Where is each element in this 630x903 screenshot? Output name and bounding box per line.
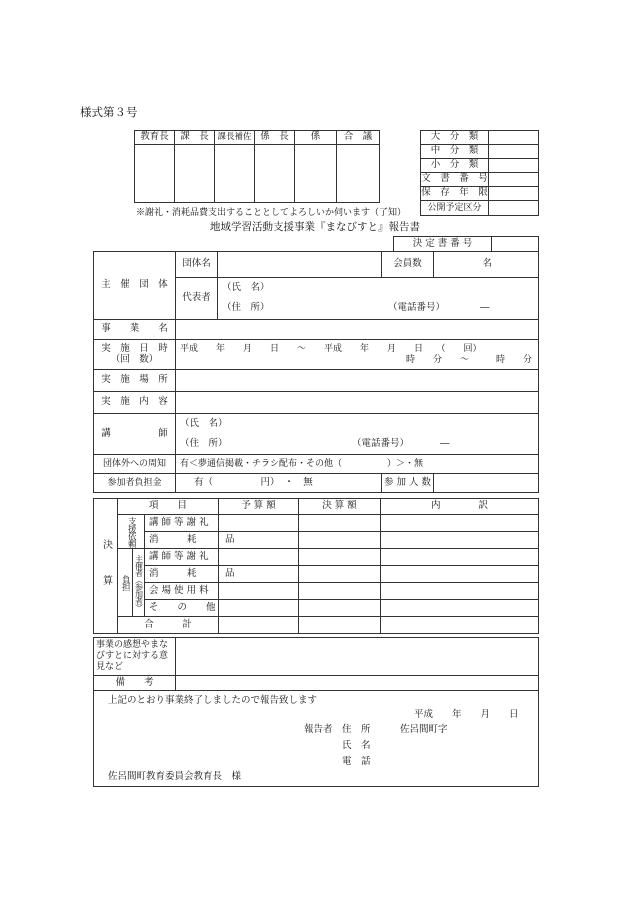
decision-number-label: 決 定 書 番 号 — [394, 237, 492, 252]
approval-header-3: 課長補佐 — [215, 131, 255, 145]
total-actual-cell[interactable] — [299, 617, 381, 634]
actual-cell[interactable] — [299, 566, 381, 583]
remarks-label: 備 考 — [94, 676, 176, 691]
bottom-table — [93, 637, 539, 787]
settlement-item: 講 師 等 謝 礼 — [145, 549, 219, 566]
group-name-label: 団体名 — [176, 252, 218, 278]
approval-header-1: 教育長 — [135, 131, 175, 145]
publicity-value[interactable]: 有＜夢通信掲載・チラシ配布・その他（ ）＞・無 — [176, 455, 539, 474]
class-label: 小 分 類 — [421, 159, 489, 173]
impressions-label: 事業の感想やまなびすとに対する意見など — [94, 638, 176, 676]
lecturer-phone-dash: ― — [440, 438, 450, 449]
col-item-header: 項 目 — [118, 499, 219, 515]
representative-phone-label: （電話番号） — [388, 301, 446, 313]
lecturer-phone-label: （電話番号） — [352, 438, 410, 449]
form-number: 様式第３号 — [80, 105, 138, 119]
budget-cell[interactable] — [219, 515, 299, 532]
budget-cell[interactable] — [219, 600, 299, 617]
class-label: 文 書 番 号 — [421, 173, 489, 187]
datetime-label-line2: （回 数） — [110, 353, 159, 365]
report-statement: 上記のとおり事業終了しましたので報告致します — [108, 695, 318, 706]
approval-stamp-box[interactable] — [215, 145, 255, 203]
group-organizer-participant-text: 主催者（参加者） — [134, 554, 144, 611]
approval-stamp-box[interactable] — [295, 145, 337, 203]
detail-cell[interactable] — [381, 600, 539, 617]
group-burden — [118, 549, 133, 617]
remarks-value[interactable] — [176, 676, 539, 691]
approval-table — [134, 130, 380, 203]
representative-address-field[interactable] — [218, 299, 539, 320]
actual-cell[interactable] — [299, 515, 381, 532]
group-name-value[interactable] — [218, 252, 382, 278]
lecturer-value[interactable] — [176, 414, 539, 455]
participant-fee-value[interactable]: 有（ 円） ・ 無 — [176, 474, 382, 493]
class-value[interactable] — [489, 131, 539, 145]
representative-phone-dash: ― — [480, 301, 490, 313]
member-count-label: 会員数 — [382, 252, 434, 278]
lecturer-address-label: （住 所） — [180, 437, 228, 449]
report-date[interactable]: 平成 年 月 日 — [414, 709, 519, 720]
publicity-label: 団体外への周知 — [94, 455, 176, 474]
approval-stamp-box[interactable] — [337, 145, 380, 203]
class-value[interactable] — [489, 145, 539, 159]
reporter-label: 報告者 — [304, 724, 333, 735]
representative-name-label: （氏 名） — [222, 281, 270, 293]
class-label: 中 分 類 — [421, 145, 489, 159]
budget-cell[interactable] — [219, 583, 299, 600]
approval-stamp-box[interactable] — [135, 145, 175, 203]
participant-count-label: 参 加 人 数 — [382, 474, 434, 493]
total-label: 合 計 — [118, 617, 219, 634]
actual-cell[interactable] — [299, 549, 381, 566]
reporter-phone-label: 電 話 — [342, 756, 371, 767]
approval-header-2: 課 長 — [175, 131, 215, 145]
class-label: 大 分 類 — [421, 131, 489, 145]
detail-cell[interactable] — [381, 532, 539, 549]
decision-number-table — [393, 236, 539, 252]
classification-table — [420, 130, 539, 216]
approval-header-4: 係 長 — [255, 131, 295, 145]
reporter-address-label: 住 所 — [342, 724, 371, 735]
detail-cell[interactable] — [381, 549, 539, 566]
content-label: 実 施 内 容 — [94, 392, 176, 414]
total-detail-cell[interactable] — [381, 617, 539, 634]
actual-cell[interactable] — [299, 600, 381, 617]
settlement-label-text: 決 算 — [100, 539, 112, 593]
approval-header-5: 係 — [295, 131, 337, 145]
group-organizer-participant — [133, 549, 145, 617]
class-value[interactable] — [489, 201, 539, 216]
total-budget-cell[interactable] — [219, 617, 299, 634]
col-budget-header: 予 算 額 — [219, 499, 299, 515]
lecturer-name-label: （氏 名） — [180, 417, 228, 429]
place-label: 実 施 場 所 — [94, 370, 176, 392]
addressee: 佐呂間町教育委員会教育長 様 — [108, 771, 242, 782]
group-support-request-text: 支援依頼 — [126, 516, 137, 547]
detail-cell[interactable] — [381, 583, 539, 600]
col-actual-header: 決 算 額 — [299, 499, 381, 515]
project-name-value[interactable] — [176, 320, 539, 340]
datetime-value[interactable] — [176, 340, 539, 370]
reporter-town[interactable]: 佐呂間町字 — [400, 724, 448, 735]
impressions-value[interactable] — [176, 638, 539, 676]
participant-fee-label: 参加者負担金 — [94, 474, 176, 493]
settlement-item: 消 耗 品 — [145, 566, 219, 583]
approval-note: ※謝礼・消耗品費支出することとしてよろしいか伺います（了知） — [136, 208, 407, 218]
organizer-label: 主 催 団 体 — [94, 252, 176, 320]
lecturer-label: 講 師 — [94, 414, 176, 455]
decision-number-value[interactable] — [492, 237, 539, 252]
datetime-label-line1: 実 施 日 時 — [101, 342, 168, 354]
settlement-table — [93, 498, 539, 634]
settlement-item: 会 場 使 用 料 — [145, 583, 219, 600]
class-label: 保 存 年 限 — [421, 187, 489, 201]
participant-count-value[interactable] — [434, 474, 539, 493]
group-support-request — [118, 515, 145, 549]
class-label: 公開予定区分 — [421, 201, 489, 216]
settlement-item: 消 耗 品 — [145, 532, 219, 549]
actual-cell[interactable] — [299, 532, 381, 549]
approval-header-6: 合 議 — [337, 131, 380, 145]
detail-cell[interactable] — [381, 515, 539, 532]
actual-cell[interactable] — [299, 583, 381, 600]
approval-stamp-box[interactable] — [175, 145, 215, 203]
budget-cell[interactable] — [219, 549, 299, 566]
class-value[interactable] — [489, 159, 539, 173]
approval-stamp-box[interactable] — [255, 145, 295, 203]
reporter-name-label: 氏 名 — [342, 740, 371, 751]
report-footer — [94, 691, 539, 787]
detail-cell[interactable] — [381, 566, 539, 583]
main-form-table — [93, 251, 539, 493]
col-detail-header: 内 訳 — [381, 499, 539, 515]
place-value[interactable] — [176, 370, 539, 392]
settlement-item: そ の 他 — [145, 600, 219, 617]
representative-name-field[interactable] — [218, 278, 539, 299]
group-burden-text: 負担 — [120, 575, 131, 590]
date-line: 平成 年 月 日 ～ 平成 年 月 日 （ 回） — [180, 344, 482, 355]
settlement-label — [94, 499, 118, 634]
document-title: 地域学習活動支援事業『まなびすと』報告書 — [210, 221, 420, 233]
settlement-item: 講 師 等 謝 礼 — [145, 515, 219, 532]
project-name-label: 事 業 名 — [94, 320, 176, 340]
representative-label: 代表者 — [176, 278, 218, 320]
content-value[interactable] — [176, 392, 539, 414]
time-line: 時 分 ～ 時 分 — [405, 354, 532, 365]
datetime-label — [94, 340, 176, 370]
member-count-unit: 名 — [434, 252, 539, 278]
representative-address-label: （住 所） — [222, 302, 270, 314]
class-value[interactable] — [489, 187, 539, 201]
class-value[interactable] — [489, 173, 539, 187]
